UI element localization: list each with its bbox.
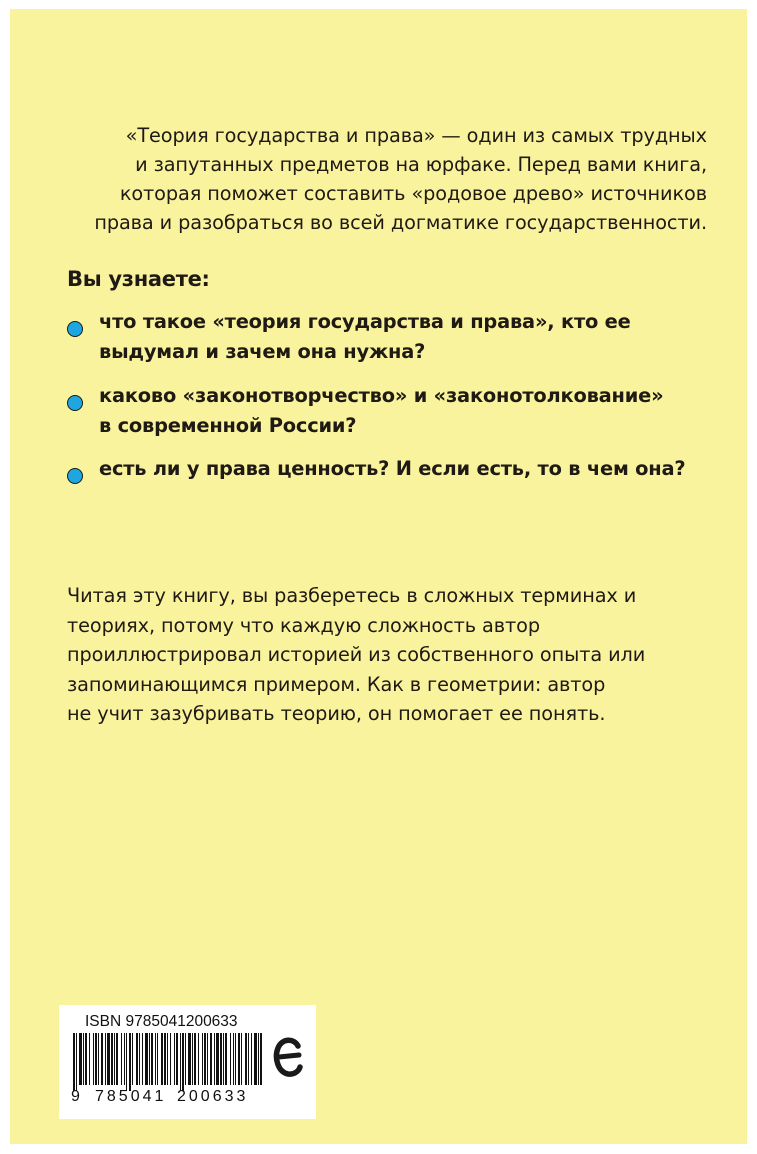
outro-paragraph xyxy=(67,581,667,729)
circle-bullet-icon xyxy=(67,395,83,411)
barcode-bar xyxy=(121,1033,122,1085)
barcode-bar xyxy=(161,1033,163,1085)
barcode-bar xyxy=(245,1033,247,1085)
barcode-bar xyxy=(105,1033,106,1085)
intro-line: которая поможет составить «родовое древо» источников xyxy=(119,182,707,205)
barcode-bar xyxy=(116,1033,118,1085)
bullet-line: что такое «теория государства и права», кто ее xyxy=(99,310,631,333)
bullet-line: каково «законотворчество» и «законотолкование» xyxy=(99,384,664,407)
barcode-bar xyxy=(73,1033,75,1091)
barcode-bar xyxy=(170,1033,171,1085)
barcode-bar xyxy=(258,1033,259,1085)
barcode-bar xyxy=(164,1033,166,1085)
isbn-label: ISBN 9785041200633 xyxy=(85,1013,238,1030)
bullet-text xyxy=(99,454,719,484)
outro-line: не учит зазубривать теорию, он помогает ее понять. xyxy=(67,702,606,725)
barcode-bar xyxy=(220,1033,222,1085)
barcode-bar xyxy=(174,1033,175,1085)
barcode-bar xyxy=(129,1033,131,1091)
barcode-bar xyxy=(180,1033,181,1091)
bullet-line: есть ли у права ценность? И если есть, то в чем она? xyxy=(99,457,686,480)
barcode-bar xyxy=(149,1033,150,1085)
barcode-bar xyxy=(89,1033,90,1085)
barcode-bar xyxy=(204,1033,206,1085)
outro-line: Читая эту книгу, вы разберетесь в сложных терминах и xyxy=(67,584,637,607)
barcode-bar xyxy=(157,1033,158,1085)
barcode-digits-left: 785041 xyxy=(95,1088,167,1105)
barcode-bar xyxy=(210,1033,212,1085)
barcode-bar xyxy=(223,1033,224,1085)
barcode-bar xyxy=(176,1033,178,1085)
barcode-bar xyxy=(235,1033,236,1085)
barcode-bar xyxy=(241,1033,242,1085)
barcode-bar xyxy=(145,1033,148,1085)
outro-line: запоминающимся примером. Как в геометрии: автор xyxy=(67,672,606,696)
barcode-bar xyxy=(93,1033,94,1085)
barcode-bar xyxy=(182,1033,184,1091)
barcode-bar xyxy=(238,1033,240,1085)
barcode-bar xyxy=(202,1033,203,1085)
barcode-digits-right: 200633 xyxy=(177,1088,249,1105)
bullet-line: выдумал и зачем она нужна? xyxy=(99,340,426,363)
barcode-bar xyxy=(167,1033,168,1085)
barcode-bar xyxy=(230,1033,231,1085)
publisher-logo-icon xyxy=(272,1032,304,1082)
barcode-bar xyxy=(188,1033,191,1085)
barcode-bar xyxy=(207,1033,208,1085)
section-heading: Вы узнаете: xyxy=(67,267,210,291)
book-back-cover xyxy=(10,9,747,1144)
bullet-line: в современной России? xyxy=(99,414,357,437)
barcode-bar xyxy=(114,1033,115,1085)
bullet-text xyxy=(99,381,719,441)
barcode-bar xyxy=(216,1033,219,1085)
intro-line: и запутанных предметов на юрфаке. Перед вами книга, xyxy=(135,153,707,176)
barcode-bar xyxy=(79,1033,82,1085)
barcode-bar xyxy=(107,1033,110,1085)
barcode-icon xyxy=(73,1033,263,1091)
barcode-bar xyxy=(248,1033,249,1085)
barcode-bar xyxy=(83,1033,84,1085)
barcode-bar xyxy=(151,1033,153,1085)
barcode-bar xyxy=(111,1033,113,1085)
barcode-bar xyxy=(132,1033,133,1085)
intro-paragraph xyxy=(67,121,707,237)
barcode-bar xyxy=(254,1033,257,1085)
barcode-bar xyxy=(233,1033,234,1085)
barcode-bar xyxy=(142,1033,143,1085)
barcode-bar xyxy=(251,1033,252,1085)
intro-line: права и разобраться во всей догматике государственности. xyxy=(94,211,707,234)
barcode-bar xyxy=(225,1033,227,1085)
outro-line: проиллюстрировал историей из собственного опыта или xyxy=(67,643,646,666)
barcode-bar xyxy=(194,1033,196,1085)
barcode-bar xyxy=(136,1033,138,1085)
barcode-bar xyxy=(139,1033,140,1085)
barcode-bar xyxy=(192,1033,193,1085)
barcode-bar xyxy=(126,1033,127,1091)
barcode-bar xyxy=(124,1033,125,1085)
barcode-bar xyxy=(85,1033,87,1085)
outro-line: теориях, потому что каждую сложность автор xyxy=(67,613,540,637)
circle-bullet-icon xyxy=(67,321,83,337)
barcode-bar xyxy=(101,1033,103,1085)
barcode-digit-first: 9 xyxy=(71,1088,80,1105)
bullet-text xyxy=(99,307,719,367)
intro-line: «Теория государства и права» — один из самых трудных xyxy=(125,124,707,147)
barcode-bar xyxy=(76,1033,77,1091)
circle-bullet-icon xyxy=(67,468,83,484)
barcode-bar xyxy=(198,1033,199,1085)
barcode-bar xyxy=(155,1033,156,1085)
barcode-bar xyxy=(98,1033,99,1085)
barcode-bar xyxy=(260,1033,262,1085)
barcode-bar xyxy=(214,1033,215,1085)
barcode-bar xyxy=(95,1033,97,1085)
barcode-bar xyxy=(185,1033,186,1085)
